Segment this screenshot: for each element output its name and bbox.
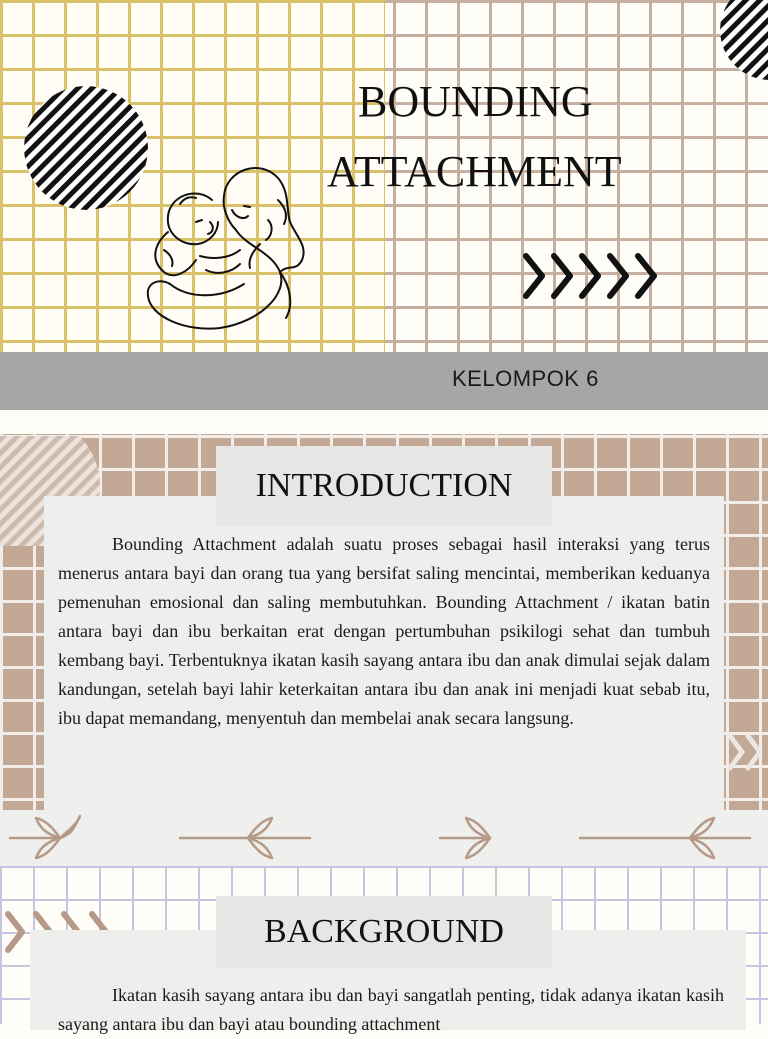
page-title-line-2: ATTACHMENT xyxy=(327,147,622,196)
mother-baby-illustration xyxy=(140,160,312,340)
introduction-body: Bounding Attachment adalah suatu proses sebagai hasil interaksi yang terus menerus antara bayi dan orang tua yang bersifat saling mencintai, memberikan keduanya pemenuhan emosional dan saling membutuhkan. Bounding Attachment / ikatan batin antara bayi dan ibu berkaitan erat dengan pertumbuhan psikilogi sehat dan tumbuh kembang bayi. Terbentuknya ikatan kasih sayang antara ibu dan anak dimulai sejak dalam kandungan, setelah bayi lahir keterkaitan antara ibu dan anak ini menjadi kuat sebab itu, ibu dapat memandang, menyentuh dan membelai anak secara langsung. xyxy=(58,534,710,728)
group-label: KELOMPOK 6 xyxy=(452,366,599,391)
background-heading-box xyxy=(216,896,552,968)
background-heading: BACKGROUND xyxy=(264,913,504,950)
middle-top-strip xyxy=(0,410,768,434)
introduction-heading-box xyxy=(216,446,552,526)
striped-circle-corner-icon xyxy=(720,0,768,80)
striped-circle-icon xyxy=(22,84,150,212)
group-band xyxy=(0,352,768,410)
background-body: Ikatan kasih sayang antara ibu dan bayi sangatlah penting, tidak adanya ikatan kasih sayang antara ibu dan bayi atau bounding attachment xyxy=(58,985,724,1034)
faded-chevron-icon xyxy=(726,732,768,772)
leaf-branch-icon xyxy=(0,810,768,866)
introduction-heading: INTRODUCTION xyxy=(255,467,513,504)
page-title-line-1: BOUNDING xyxy=(358,77,593,126)
chevron-arrows-icon xyxy=(520,250,666,302)
